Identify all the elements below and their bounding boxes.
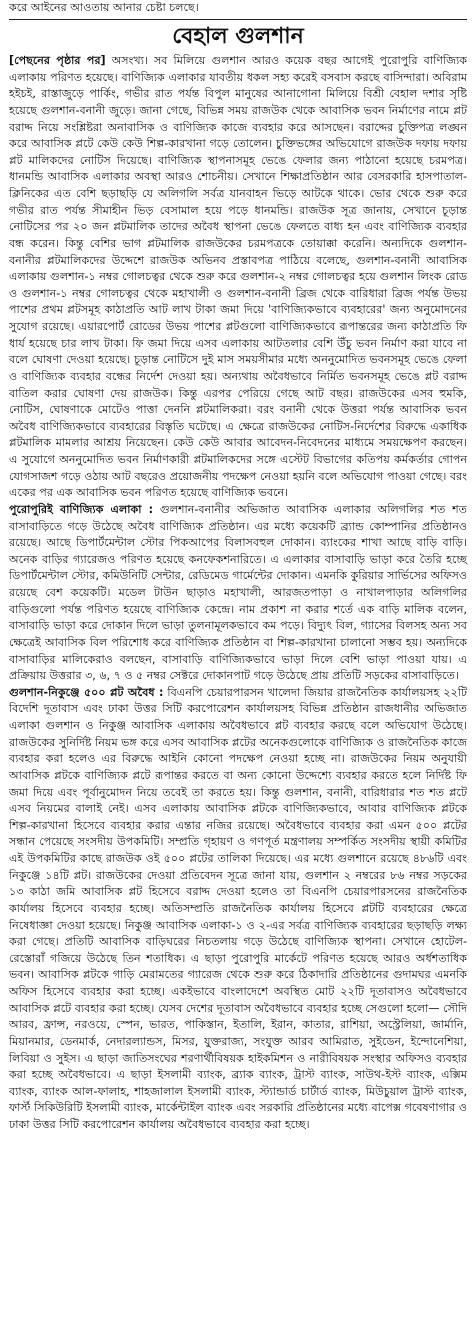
continuation-marker: [পেছনের পৃষ্ঠার পর]: [9, 54, 106, 67]
article-body: [9, 53, 467, 1134]
paragraph-continued: [9, 53, 467, 502]
subheading: পুরোপুরিই বাণিজ্যিক এলাকা :: [9, 502, 154, 516]
paragraph-text: গুলশান-বনানীর অভিজাত আবাসিক এলাকার অলিগলির শত শত বাসাবাড়িতে গড়ে উঠেছে অবৈধ বাণিজ্যিক প্রতিষ্ঠান। এর মধ্যে কয়েকটি ব্র্যান্ড কোম্পানির প্রতিষ্ঠানও রয়েছে। আছে ডিপার্টমেন্টাল স্টোর পিকআপের বিলাসবহুল দোকান। ব্যাংকের শাখা আছে বাড়ি বাড়ি। অনেক বাড়ির গ্যারেজও পরিণত হয়েছে কনফেকশনারিতে। এ এলাকার বাসাবাড়ি ভাড়া করে তৈরি হচ্ছে ডিপার্টমেন্টাল স্টোর, কমিউনিটি সেন্টার, রেডিমেড গার্মেন্টের দোকান। এমনকি কুরিয়ার সার্ভিসের অফিসও রয়েছে বেশ কয়েকটি। মডেল টাউন ছাড়াও মহাখালী, আরজতপাড়া ও নাখালপাড়ার অলিগলির বাড়িগুলো পর্যন্ত পরিণত হয়েছে বাণিজ্যিক কেন্দ্রে। নাম প্রকাশ না করার শর্তে এক বাড়ি মালিক বলেন, বাসাবাড়ি ভাড়া করে দোকান দিলে ভাড়া তুলনামূলকভাবে কম পড়ে। বিদ্যুৎ বিল, গ্যাসের বিলসহ অন্য সব ক্ষেত্রেই আবাসিক বিল পরিশোধ করে বাণিজ্যিক প্রতিষ্ঠান বা শিল্প-কারখানা চালানো সম্ভব হয়। অন্যদিকে বাসাবাড়ির মালিকেরাও বলছেন, বাসাবাড়ি বাণিজ্যিকভাবে ভাড়া দিলে বেশি ভাড়া পাওয়া যায়। এ প্রক্রিয়ায় উত্তরার ৩, ৬, ৭ ও ৫ নম্বর সেক্টরে দোকানপাট গড়ে উঠেছে প্রায় প্রতিটি সড়কের বাসাবাড়িতে।: [9, 502, 467, 683]
paragraph-text: অসংখ্য। সব মিলিয়ে গুলশান আরও কয়েক বছর আগেই পুরোপুরি বাণিজ্যিক এলাকায় পরিণত হয়েছে। বাণিজ্যিক এলাকার যাবতীয় ধকল সহ্য করেই বসবাস করছে বাসিন্দারা। অবিরাম হইচই, রাস্তাজুড়ে পার্কিং, গভীর রাত পর্যন্ত বিপুল মানুষের আনাগোনা মিলিয়ে বিশ্রী বেহাল দশার সৃষ্টি হয়েছে গুলশান-বনানী জুড়ে। জানা গেছে, বিভিন্ন সময় রাজউক থেকে আবাসিক ভবন নির্মাণের নামে প্লট বরাদ্দ নিয়ে সংশ্লিষ্টরা অনাবাসিক ও বাণিজ্যিক কাজে ব্যবহার করে আসছেন। বরাদ্দের চুক্তিপত্র লঙ্ঘন করে আবাসিক প্লটে কেউ কেউ শিল্প-কারখানা গড়ে তোলেন। চুক্তিভঙ্গের অভিযোগে রাজউক দফায় দফায় প্লট মালিকদের নোটিস দিয়েছে। বাণিজ্যিক স্থাপনাসমূহ ভেঙে ফেলার জন্য পাঠানো হয়েছে চরমপত্র। ধানমন্ডি আবাসিক এলাকার অবস্থা আরও শোচনীয়। সেখানে শিক্ষাপ্রতিষ্ঠান আর বেসরকারি হাসপাতাল-ক্লিনিকের এত বেশি ছড়াছড়ি যে অলিগলি সর্বত্র যানবাহন ভিড়ে আটকে থাকে। ভোর থেকে শুরু করে গভীর রাত পর্যন্ত সীমাহীন ভিড় বেসামাল হয়ে পড়ে ধানমন্ডি। রাজউক সূত্র জানায়, সেখানে চূড়ান্ত নোটিসের পর ২০ জন প্লটমালিক তাদের অবৈধ স্থাপনা ভেঙে ফেলতে বাধ্য হন এবং বাণিজ্যিক ব্যবহার বন্ধ করেন। কিন্তু বেশির ভাগ প্লটমালিক রাজউকের চরমপত্রকে তোয়াক্কা করেনি। অন্যদিকে গুলশান-বনানীর প্লটমালিকদের উদ্দেশে রাজউক অভিনব প্রস্তাবপত্র পাঠিয়ে বলেছে, গুলশান-বনানী আবাসিক এলাকায় গুলশান-১ নম্বর গোলচত্বর থেকে শুরু করে গুলশান-২ নম্বর গোলচত্বর হয়ে গুলশান লিংক রোড ও গুলশান-১ নম্বর গোলচত্বর থেকে মহাখালী ও গুলশান-বনানী ব্রিজ থেকে বারিধারা ব্রিজ পর্যন্ত উভয় পাশের প্রথম প্লটসমূহ কাঠাপ্রতি আট লাখ টাকা জমা দিয়ে 'বাণিজ্যিকভাবে ব্যবহারের' জন্য অনুমোদনের সুযোগ রয়েছে। এয়ারপোর্ট রোডের উভয় পাশের প্লটগুলো বাণিজ্যিকভাবে রূপান্তরের জন্য কাঠাপ্রতি ফি ধার্য হয়েছে চার লাখ টাকা। ফি জমা দিয়ে এসব এলাকায় আটতলার বেশি উঁচু ভবন নির্মাণ করা যাবে না বলে ঘোষণা দেওয়া হয়েছে। চূড়ান্ত নোটিসে দুই মাস সময়সীমার মধ্যে অননুমোদিত ভবনসমূহ ভেঙে ফেলা ও বাণিজ্যিক ব্যবহার বন্ধের নির্দেশ দেওয়া হয়। অন্যথায় অবৈধভাবে নির্মিত ভবনসমূহ ভেঙে প্লট বরাদ্দ বাতিল করার ঘোষণা দেয় রাজউক। কিন্তু এরপর পেরিয়ে গেছে আট বছর। রাজউকের এসব হুমকি, নোটিস, ঘোষণাকে মোটেও পাত্তা দেননি প্লটমালিকরা। বরং বনানী থেকে উত্তরা পর্যন্ত আবাসিক ভবন অবৈধ বাণিজ্যিকভাবে ব্যবহারের বিস্তৃতি ঘটেছে। এ ক্ষেত্রে রাজউকের নোটিস-নির্দেশের বিরুদ্ধে একাধিক প্লটমালিক মামলার আশ্রয় নিয়েছেন। কেউ কেউ আবার আবেদন-নিবেদনের মাধ্যমে সময়ক্ষেপণ করছেন। এ সুযোগে অননুমোদিত ভবন নির্মাণকারী প্লটমালিকদের সঙ্গে এস্টেট বিভাগের কতিপয় কর্মকর্তার গোপন যোগসাজশ গড়ে ওঠায় আট বছরেও প্রয়োজনীয় পদক্ষেপ নেওয়া হয়নি বলে অভিযোগ পাওয়া গেছে। বরং একের পর এক আবাসিক ভবন পরিণত হয়েছে বাণিজ্যিক ভবনে।: [9, 54, 467, 500]
paragraph-illegal-plots: [9, 685, 467, 1134]
continuation-line: করে আইনের আওতায় আনার চেষ্টা চলছে।: [9, 1, 199, 14]
subheading: গুলশান-নিকুঞ্জে ৫০০ প্লট অবৈধ :: [9, 685, 164, 699]
article-headline: বেহাল গুলশান: [172, 23, 304, 49]
paragraph-commercial-area: [9, 502, 467, 685]
paragraph-text: বিএনপি চেয়ারপারসন খালেদা জিয়ার রাজনৈতিক কার্যালয়সহ ২২টি বিদেশি দূতাবাস এবং ঢাকা উত্তর সিটি করপোরেশন কার্যালয়সহ বিভিন্ন প্রতিষ্ঠান রাজধানীর অভিজাত এলাকা গুলশান ও নিকুঞ্জ আবাসিক এলাকায় অবৈধভাবে প্লট ব্যবহার করছে বলে অভিযোগ উঠেছে। রাজউকের সুনির্দিষ্ট নিয়ম ভঙ্গ করে এসব আবাসিক প্লটের অনেকগুলোকে বাণিজ্যিক ও রাজনৈতিক কাজে ব্যবহার করা হলেও এর বিরুদ্ধে আইনি কোনো পদক্ষেপ নেওয়া হচ্ছে না। রাজউকের নিয়ম অনুযায়ী আবাসিক প্লটকে বাণিজ্যিক প্লটে রূপান্তর করতে বা অন্য কোনো উদ্দেশ্যে ব্যবহার করতে হলে নির্দিষ্ট ফি জমা দিয়ে এবং পূর্বানুমোদন নিয়ে তবেই তা করতে হয়। কিন্তু গুলশান, বনানী, বারিধারার শত শত প্লটে এসব নিয়মের বালাই নেই। এসব এলাকায় আবাসিক প্লটকে বাণিজ্যিকভাবে, আবার বাণিজ্যিক প্লটকে শিল্প-কারখানা হিসেবে ব্যবহার করার এন্তার নজির রয়েছে। অবৈধভাবে ব্যবহার করা এমন ৫০০ প্লটের সন্ধান পেয়েছে সংসদীয় উপকমিটি। সম্প্রতি গৃহায়ণ ও গণপূর্ত মন্ত্রণালয় সম্পর্কিত সংসদীয় স্থায়ী কমিটির এই উপকমিটির কাছে রাজউক ওই ৫০০ প্লটের তালিকা দিয়েছে। এর মধ্যে গুলশানে রয়েছে ৪৮৬টি এবং নিকুঞ্জে ১৪টি প্লট। রাজউকের দেওয়া প্রতিবেদন সূত্রে জানা যায়, গুলশান ২ নম্বরের ৮৬ নম্বর সড়কের ১৩ কাঠা জমি আবাসিক প্লট হিসেবে বরাদ্দ দেওয়া হলেও তা বিএনপি চেয়ারপারসনের রাজনৈতিক কার্যালয় হিসেবে ব্যবহার হচ্ছে। অতিসম্প্রতি রাজনৈতিক কার্যালয় হিসেবে প্লটটি ব্যবহারের ক্ষেত্রে নিষেধাজ্ঞা দেওয়া হয়েছে। নিকুঞ্জ আবাসিক এলাকা-১ ও ২-এর সর্বত্র বাণিজ্যিক ব্যবহারের ছড়াছড়ি লক্ষ্য করা গেছে। প্রতিটি আবাসিক বাড়িঘরের নিচতলায় গড়ে উঠেছে বাণিজ্যিক স্থাপনা। সেখানে হোটেল-রেস্তোরাঁ গজিয়ে উঠেছে তিন শতাধিক। এ ছাড়া পুরোপুরি মার্কেটে পরিণত হয়েছে আরও অর্ধশতাধিক ভবন। আবাসিক প্লটকে গাড়ি মেরামতের গ্যারেজ থেকে শুরু করে ঠিকাদারি প্রতিষ্ঠানের গুদামঘর এমনকি অফিস হিসেবে ব্যবহার করা হচ্ছে। একইভাবে বাংলাদেশে অবস্থিত মোট ২২টি দূতাবাসও অবৈধভাবে আবাসিক প্লটে ব্যবহার করা হচ্ছে। যেসব দেশের দূতাবাস অবৈধভাবে ব্যবহার হচ্ছে সেগুলো হলো— সৌদি আরব, ফ্রান্স, নরওয়ে, স্পেন, ভারত, পাকিস্তান, ইতালি, ইরান, কাতার, রাশিয়া, অস্ট্রেলিয়া, জার্মানি, মিয়ানমার, ডেনমার্ক, নেদারল্যান্ডস, মিসর, যুক্তরাজ্য, সংযুক্ত আরব আমিরাত, সুইডেন, ইন্দোনেশিয়া, লিবিয়া ও সুইস। এ ছাড়া জাতিসংঘের শরণার্থীবিষয়ক হাইকমিশন ও নারীবিষয়ক সংস্থার অফিসও ব্যবহার করা হচ্ছে অবৈধভাবে। এ ছাড়া ইসলামী ব্যাংক, ব্র্যাক ব্যাংক, ট্রাস্ট ব্যাংক, সাউথ-ইস্ট ব্যাংক, এক্সিম ব্যাংক, ব্যাংক আল-ফালাহ, শাহজালাল ইসলামী ব্যাংক, স্ট্যান্ডার্ড চার্টার্ড ব্যাংক, মিউচুয়াল ট্রাস্ট ব্যাংক, ফার্স্ট সিকিউরিটি ইসলামী ব্যাংক, মার্কেন্টাইল ব্যাংক এবং সরকারি প্রতিষ্ঠানের মধ্যে বাপেক্স গবেষণাগার ও ঢাকা উত্তর সিটি করপোরেশন কার্যালয় অবৈধভাবে ব্যবহার করা হচ্ছে।: [9, 685, 467, 1131]
divider: [9, 19, 467, 20]
